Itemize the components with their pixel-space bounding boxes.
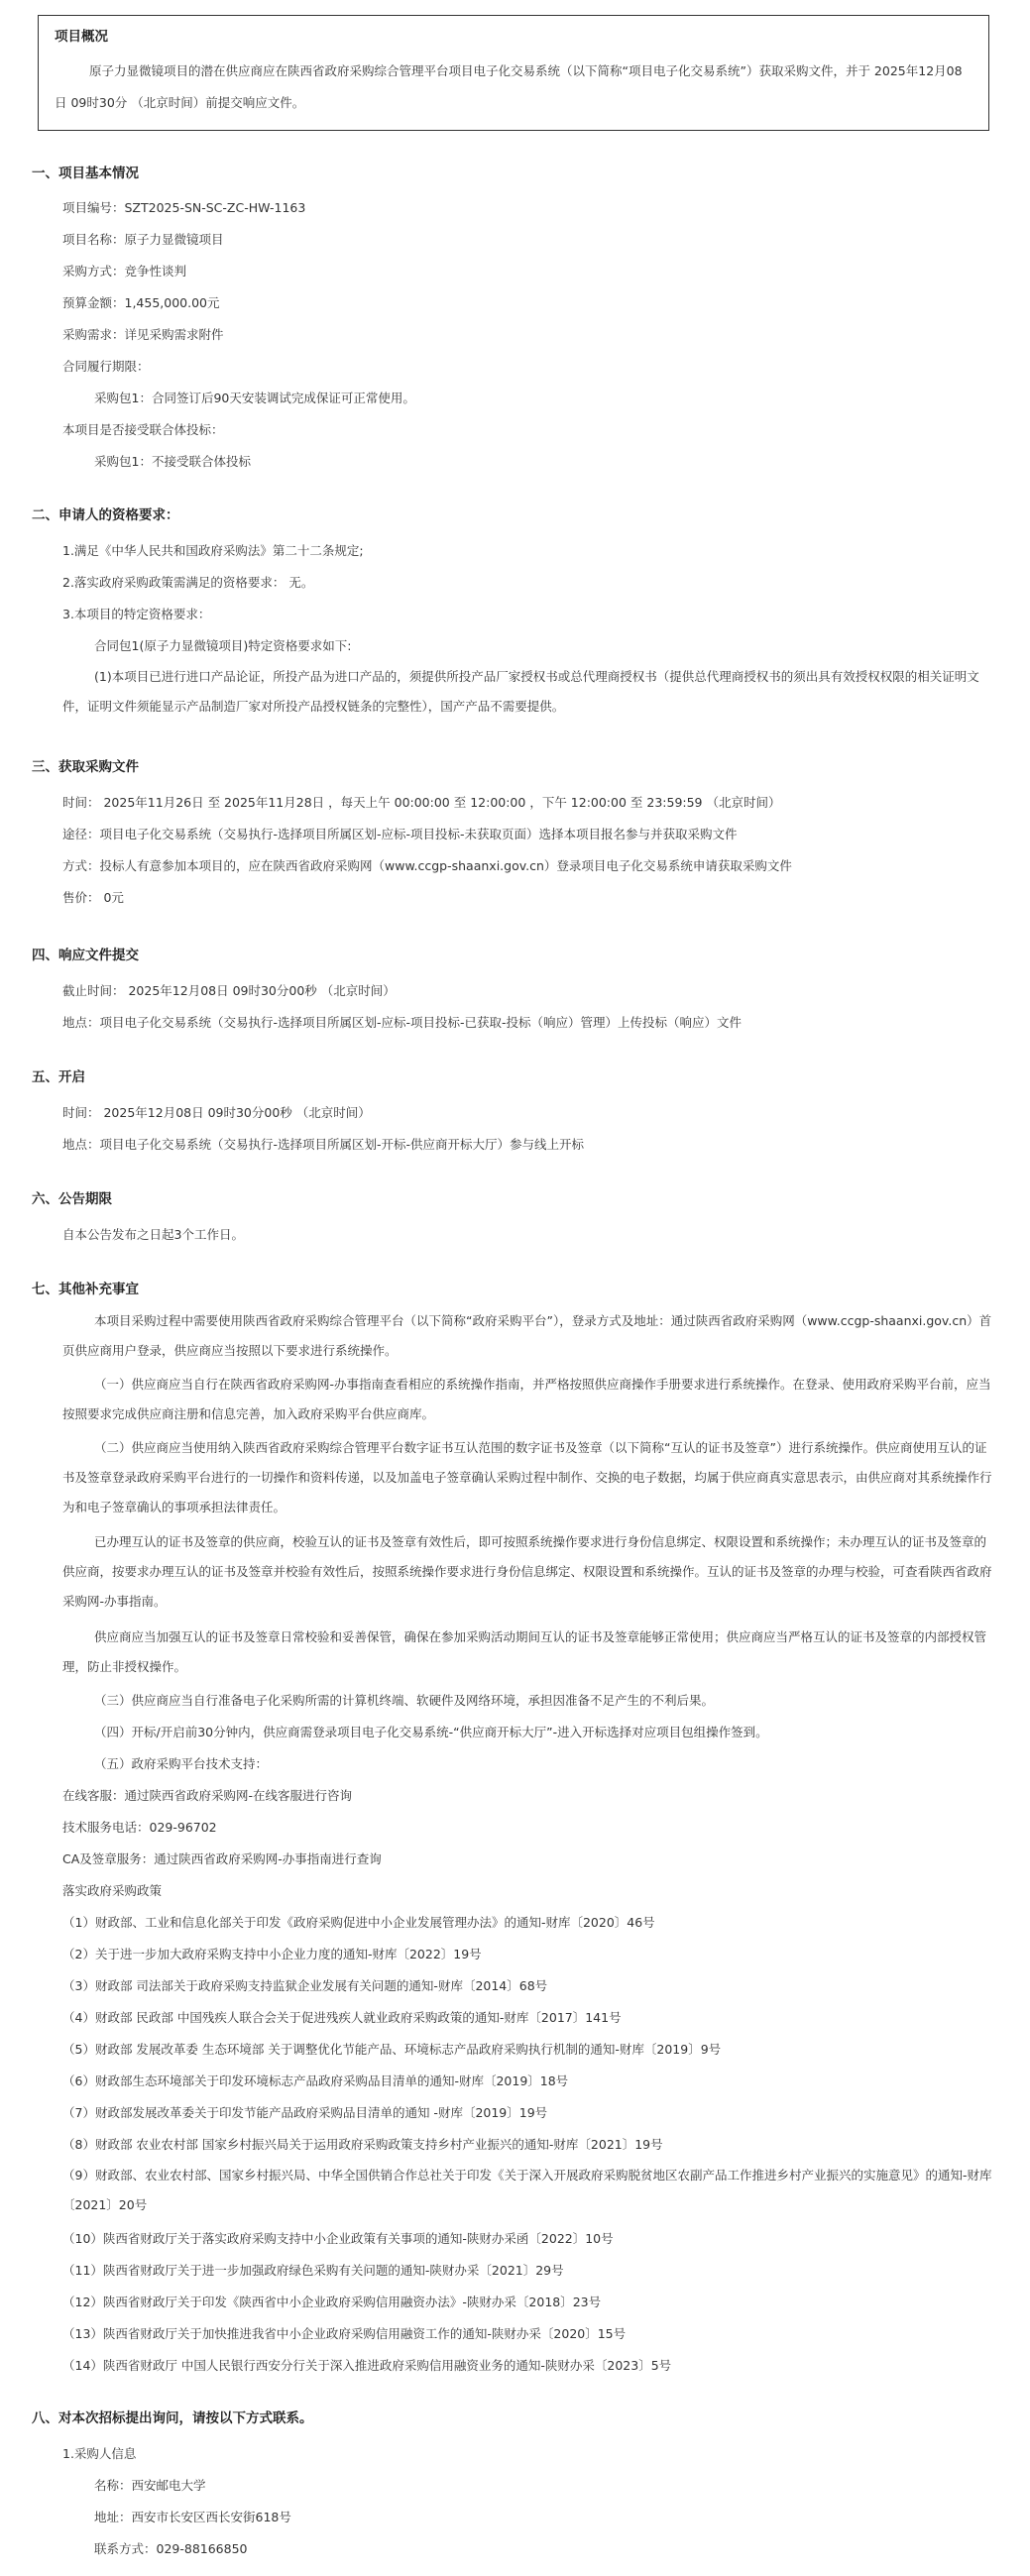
package1-qualification-heading: 合同包1(原子力显微镜项目)特定资格要求如下:: [94, 638, 352, 653]
budget-amount: 预算金额：1,455,000.00元: [62, 295, 220, 310]
section-title-qualification: 二、申请人的资格要求：: [32, 507, 179, 523]
overview-title: 项目概况: [55, 29, 108, 45]
obtain-time: 时间： 2025年11月26日 至 2025年11月28日 ，每天上午 00:00:00 至 12:00:00 ，下午 12:00:00 至 23:59:59 （北京时间）: [62, 795, 781, 810]
other-matters-intro: 本项目采购过程中需要使用陕西省政府采购综合管理平台（以下简称“政府采购平台”），登录方式及地址：通过陕西省政府采购网（www.ccgp-shaanxi.gov.cn）首页供应商用户登录，供应商应当按照以下要求进行系统操作。: [62, 1313, 992, 1358]
contract-period-label: 合同履行期限：: [62, 359, 150, 374]
policy-item: （6）财政部生态环境部关于印发环境标志产品政府采购品目清单的通知-财库〔2019〕18号: [62, 2073, 569, 2088]
other-matters-item-2: （二）供应商应当使用纳入陕西省政府采购综合管理平台数字证书互认范围的数字证书及签章（以下简称“互认的证书及签章”）进行系统操作。供应商使用互认的证书及签章登录政府采购平台进行的一切操作和资料传递，以及加盖电子签章确认采购过程中制作、交换的电子数据，均属于供应商真实意思表示，由供应商对其系统操作行为和电子签章确认的事项承担法律责任。: [62, 1440, 992, 1514]
policy-item: （7）财政部发展改革委关于印发节能产品政府采购品目清单的通知 -财库〔2019〕19号: [62, 2105, 548, 2120]
policy-heading: 落实政府采购政策: [62, 1883, 163, 1898]
section-title-other-matters: 七、其他补充事宜: [32, 1282, 139, 1297]
purchaser-name: 名称：西安邮电大学: [94, 2478, 206, 2493]
obtain-channel: 途径：项目电子化交易系统（交易执行-选择项目所属区划-应标-项目投标-未获取页面）选择本项目报名参与并获取采购文件: [62, 827, 738, 841]
other-matters-item-3: （三）供应商应当自行准备电子化采购所需的计算机终端、软硬件及网络环境，承担因准备不足产生的不利后果。: [94, 1693, 715, 1708]
policy-item: （14）陕西省财政厅 中国人民银行西安分行关于深入推进政府采购信用融资业务的通知-陕财办采〔2023〕5号: [62, 2358, 672, 2373]
obtain-price: 售价： 0元: [62, 890, 124, 905]
other-matters-item-4: （四）开标/开启前30分钟内，供应商需登录项目电子化交易系统-“供应商开标大厅”-进入开标选择对应项目包组操作签到。: [94, 1725, 768, 1739]
overview-text: 原子力显微镜项目的潜在供应商应在陕西省政府采购综合管理平台项目电子化交易系统（以下简称“项目电子化交易系统”）获取采购文件，并于 2025年12月08日 09时30分 （北京时间）前提交响应文件。: [55, 63, 963, 110]
purchaser-info-heading: 1.采购人信息: [62, 2446, 137, 2461]
tech-support-heading: （五）政府采购平台技术支持：: [94, 1756, 269, 1771]
policy-item: （10）陕西省财政厅关于落实政府采购支持中小企业政策有关事项的通知-陕财办采函〔2022〕10号: [62, 2231, 614, 2246]
notice-period-text: 自本公告发布之日起3个工作日。: [62, 1227, 244, 1242]
project-name: 项目名称：原子力显微镜项目: [62, 232, 224, 247]
opening-location: 地点：项目电子化交易系统（交易执行-选择项目所属区划-开标-供应商开标大厅）参与线上开标: [62, 1137, 585, 1152]
purchaser-phone: 联系方式：029-88166850: [94, 2541, 248, 2556]
obtain-method: 方式：投标人有意参加本项目的，应在陕西省政府采购网（www.ccgp-shaanxi.gov.cn）登录项目电子化交易系统申请获取采购文件: [62, 858, 792, 873]
policy-item: （8）财政部 农业农村部 国家乡村振兴局关于运用政府采购政策支持乡村产业振兴的通知-财库〔2021〕19号: [62, 2137, 663, 2152]
policy-item: （5）财政部 发展改革委 生态环境部 关于调整优化节能产品、环境标志产品政府采购执行机制的通知-财库〔2019〕9号: [62, 2042, 722, 2057]
procurement-requirement: 采购需求：详见采购需求附件: [62, 327, 224, 342]
other-matters-item-1: （一）供应商应当自行在陕西省政府采购网-办事指南查看相应的系统操作指南，并严格按照供应商操作手册要求进行系统操作。在登录、使用政府采购平台前，应当按照要求完成供应商注册和信息完善，加入政府采购平台供应商库。: [62, 1377, 991, 1421]
online-service: 在线客服：通过陕西省政府采购网-在线客服进行咨询: [62, 1788, 353, 1803]
ca-signature-service: CA及签章服务：通过陕西省政府采购网-办事指南进行查询: [62, 1851, 382, 1866]
qualification-item-1: 1.满足《中华人民共和国政府采购法》第二十二条规定;: [62, 543, 364, 558]
contract-period-package1: 采购包1：合同签订后90天安装调试完成保证可正常使用。: [94, 391, 415, 405]
policy-item: （4）财政部 民政部 中国残疾人联合会关于促进残疾人就业政府采购政策的通知-财库〔2017〕141号: [62, 2010, 622, 2025]
qualification-item-3: 3.本项目的特定资格要求：: [62, 607, 211, 621]
submission-deadline: 截止时间： 2025年12月08日 09时30分00秒 （北京时间）: [62, 983, 396, 998]
policy-item: （1）财政部、工业和信息化部关于印发《政府采购促进中小企业发展管理办法》的通知-财库〔2020〕46号: [62, 1915, 655, 1930]
section-title-notice-period: 六、公告期限: [32, 1191, 112, 1207]
qualification-item-2: 2.落实政府采购政策需满足的资格要求： 无。: [62, 575, 314, 590]
purchaser-address: 地址：西安市长安区西长安街618号: [94, 2510, 291, 2524]
policy-item: （11）陕西省财政厅关于进一步加强政府绿色采购有关问题的通知-陕财办采〔2021〕29号: [62, 2263, 564, 2278]
tech-service-phone: 技术服务电话：029-96702: [62, 1820, 217, 1835]
policy-item: （13）陕西省财政厅关于加快推进我省中小企业政府采购信用融资工作的通知-陕财办采〔2020〕15号: [62, 2326, 627, 2341]
section-title-obtain-documents: 三、获取采购文件: [32, 759, 139, 775]
section-title-submission: 四、响应文件提交: [32, 948, 139, 963]
policy-item: （9）财政部、农业农村部、国家乡村振兴局、中华全国供销合作总社关于印发《关于深入开展政府采购脱贫地区农副产品工作推进乡村产业振兴的实施意见》的通知-财库〔2021〕20号: [62, 2168, 992, 2212]
project-overview-box: [38, 15, 989, 131]
opening-time: 时间： 2025年12月08日 09时30分00秒 （北京时间）: [62, 1105, 371, 1120]
policy-item: （3）财政部 司法部关于政府采购支持监狱企业发展有关问题的通知-财库〔2014〕68号: [62, 1978, 548, 1993]
policy-item: （2）关于进一步加大政府采购支持中小企业力度的通知-财库〔2022〕19号: [62, 1947, 482, 1961]
package1-qualification-detail: (1)本项目已进行进口产品论证，所投产品为进口产品的，须提供所投产品厂家授权书或总代理商授权书（提供总代理商授权书的须出具有效授权权限的相关证明文件，证明文件须能显示产品制造厂家对所投产品授权链条的完整性），国产产品不需要提供。: [62, 669, 979, 714]
submission-location: 地点：项目电子化交易系统（交易执行-选择项目所属区划-应标-项目投标-已获取-投标（响应）管理）上传投标（响应）文件: [62, 1015, 743, 1030]
consortium-package1: 采购包1：不接受联合体投标: [94, 454, 251, 469]
certificate-handling-note: 已办理互认的证书及签章的供应商，校验互认的证书及签章有效性后，即可按照系统操作要求进行身份信息绑定、权限设置和系统操作；未办理互认的证书及签章的供应商，按要求办理互认的证书及签章并校验有效性后，按照系统操作要求进行身份信息绑定、权限设置和系统操作。互认的证书及签章的办理与校验，可查看陕西省政府采购网-办事指南。: [62, 1534, 992, 1609]
section-title-opening: 五、开启: [32, 1069, 85, 1085]
section-title-contact: 八、对本次招标提出询问，请按以下方式联系。: [32, 2410, 313, 2426]
procurement-method: 采购方式：竞争性谈判: [62, 264, 187, 279]
certificate-custody-note: 供应商应当加强互认的证书及签章日常校验和妥善保管，确保在参加采购活动期间互认的证书及签章能够正常使用；供应商应当严格互认的证书及签章的内部授权管理，防止非授权操作。: [62, 1629, 987, 1674]
project-number: 项目编号：SZT2025-SN-SC-ZC-HW-1163: [62, 200, 306, 215]
consortium-label: 本项目是否接受联合体投标：: [62, 422, 224, 437]
policy-item: （12）陕西省财政厅关于印发《陕西省中小企业政府采购信用融资办法》-陕财办采〔2018〕23号: [62, 2295, 602, 2309]
section-title-basic-info: 一、项目基本情况: [32, 166, 139, 181]
